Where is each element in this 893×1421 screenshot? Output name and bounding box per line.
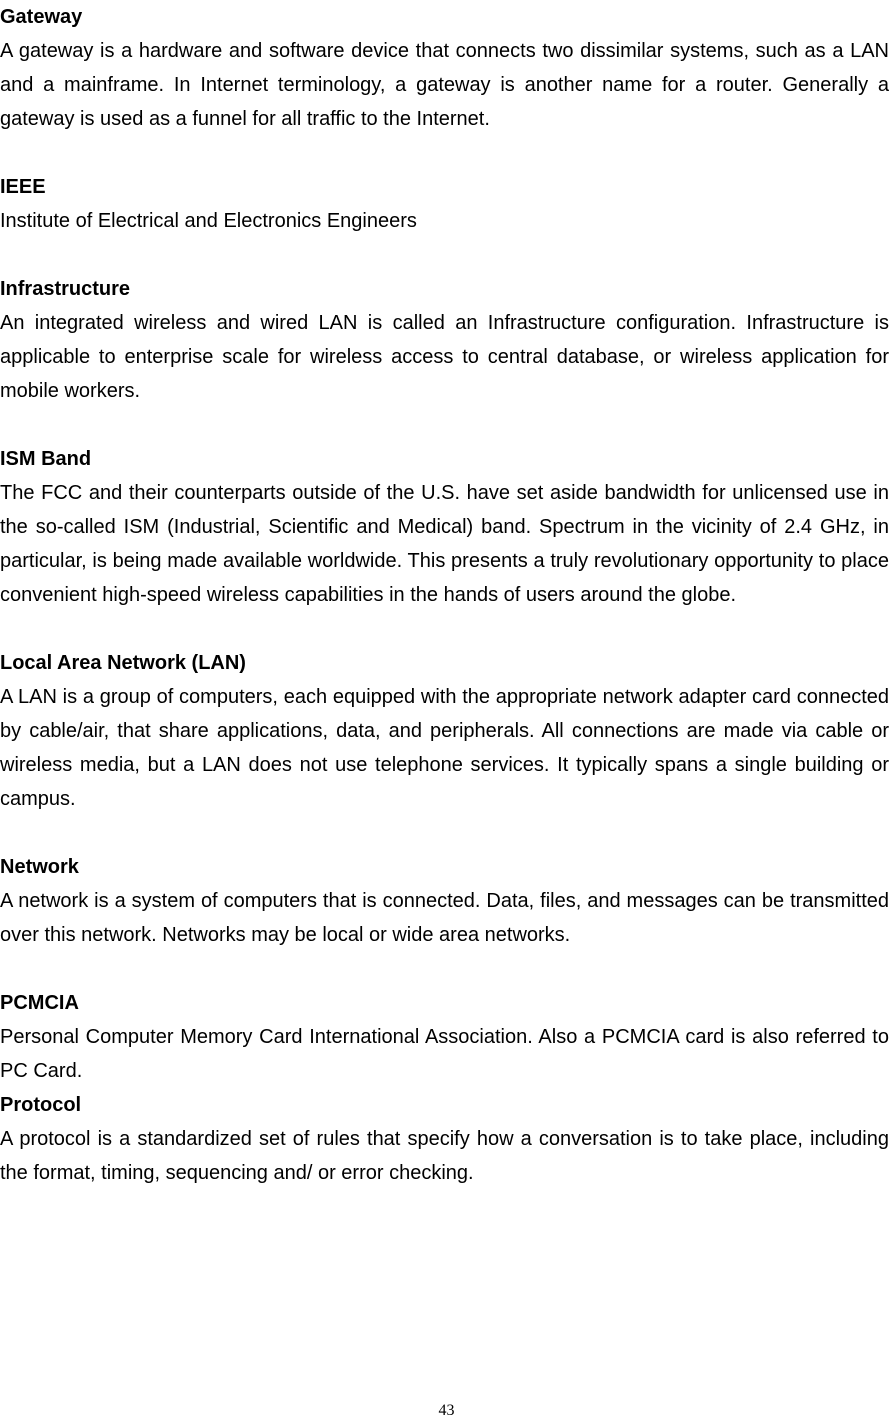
term-heading: ISM Band [0,448,92,470]
glossary-entry-ieee [0,170,889,238]
glossary-entry-network [0,850,889,952]
term-definition: A gateway is a hardware and software device that connects two dissimilar systems, such as a LAN and a mainframe. In Internet terminology, a gateway is another name for a router. Generally a gateway is used as a funnel for all traffic to the Internet. [0,40,889,130]
term-heading: Network [0,856,79,878]
term-definition: A network is a system of computers that is connected. Data, files, and messages can be transmitted over this network. Networks may be local or wide area networks. [0,890,889,946]
term-heading: Gateway [0,6,83,28]
glossary-entry-pcmcia [0,986,889,1088]
term-heading: IEEE [0,176,46,198]
glossary-entry-gateway [0,0,889,136]
term-definition: A LAN is a group of computers, each equipped with the appropriate network adapter card connected by cable/air, that share applications, data, and peripherals. All connections are made via cable or wireless media, but a LAN does not use telephone services. It typically spans a single building or campus. [0,686,889,810]
term-heading: Local Area Network (LAN) [0,652,246,674]
term-definition: Institute of Electrical and Electronics Engineers [0,210,417,232]
glossary-entry-ism-band [0,442,889,612]
term-definition: An integrated wireless and wired LAN is called an Infrastructure configuration. Infrastructure is applicable to enterprise scale for wireless access to central database, or wireless application for mobile workers. [0,312,889,402]
page-number: 43 [438,1402,455,1419]
term-heading: PCMCIA [0,992,79,1014]
term-heading: Protocol [0,1094,82,1116]
term-definition: Personal Computer Memory Card International Association. Also a PCMCIA card is also referred to PC Card. [0,1026,889,1082]
glossary-entry-protocol [0,1088,889,1190]
glossary-entry-lan [0,646,889,816]
term-heading: Infrastructure [0,278,131,300]
term-definition: The FCC and their counterparts outside of the U.S. have set aside bandwidth for unlicensed use in the so-called ISM (Industrial, Scientific and Medical) band. Spectrum in the vicinity of 2.4 GHz, in particular, is being made available worldwide. This presents a truly revolutionary opportunity to place convenient high-speed wireless capabilities in the hands of users around the globe. [0,482,889,606]
glossary-entry-infrastructure [0,272,889,408]
term-definition: A protocol is a standardized set of rules that specify how a conversation is to take place, including the format, timing, sequencing and/ or error checking. [0,1128,889,1184]
